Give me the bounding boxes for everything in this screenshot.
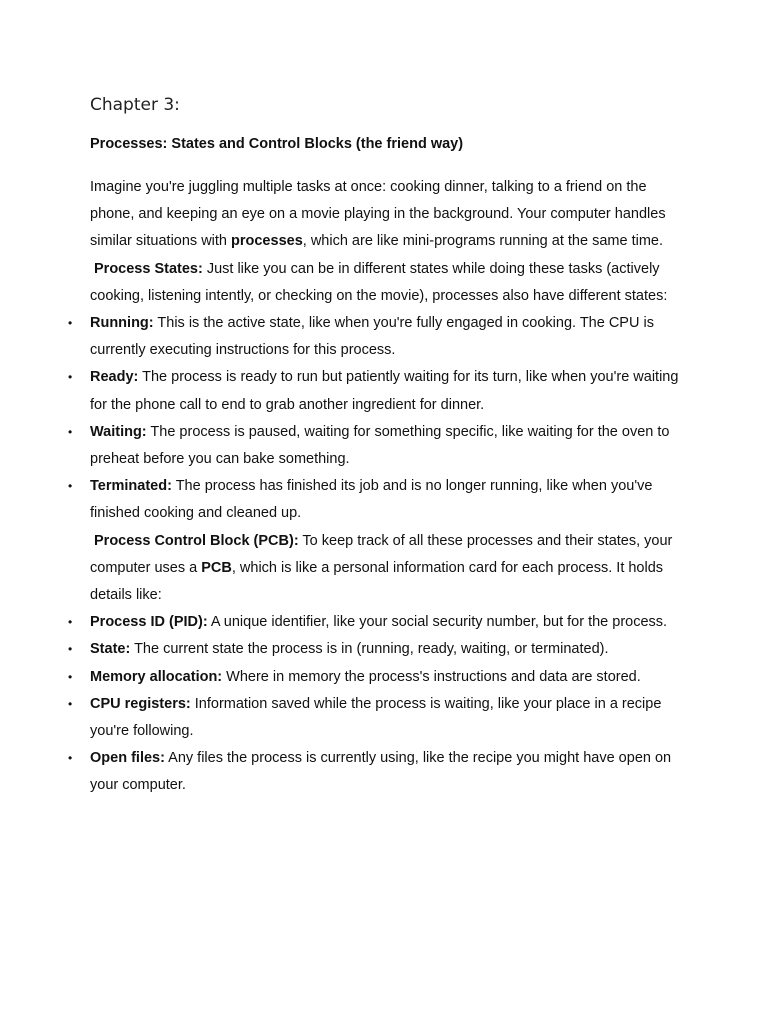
- list-item: [68, 310, 690, 364]
- pcb-intro-text-before: To keep track of all these processes and their states, your computer uses a: [90, 532, 673, 576]
- pcb-details-list: [68, 609, 690, 799]
- list-item-desc: Where in memory the process's instructions and data are stored.: [222, 668, 641, 685]
- section-subtitle: Processes: States and Control Blocks (the friend way): [90, 136, 464, 152]
- list-item: [68, 691, 690, 745]
- list-item: [68, 636, 690, 663]
- intro-text-after: , which are like mini-programs running at the same time.: [302, 233, 663, 250]
- list-item-term: Memory allocation:: [90, 668, 223, 685]
- pcb-intro-paragraph: [90, 528, 690, 610]
- list-item-desc: The current state the process is in (running, ready, waiting, or terminated).: [130, 641, 609, 658]
- intro-paragraph: [90, 174, 690, 256]
- states-intro-text: Just like you can be in different states while doing these tasks (actively cooking, listening intently, or checking on the movie), processes also have different states:: [90, 260, 668, 304]
- list-item-term: Terminated:: [90, 478, 172, 495]
- list-item-term: Open files:: [90, 750, 165, 767]
- chapter-heading: Chapter 3:: [90, 95, 180, 115]
- pcb-intro-bold: Process Control Block (PCB):: [94, 532, 299, 549]
- bullet-icon: •: [68, 615, 73, 630]
- process-states-list: [68, 310, 690, 528]
- list-item-desc: The process is paused, waiting for something specific, like waiting for the oven to preheat before you can bake something.: [90, 423, 670, 468]
- intro-text-before: Imagine you're juggling multiple tasks at once: cooking dinner, talking to a friend on the phone, and keeping an eye on a movie playing in the background. Your computer handles similar situations with: [90, 179, 666, 250]
- list-item-desc: The process is ready to run but patiently waiting for its turn, like when you're waiting for the phone call to end to grab another ingredient for dinner.: [90, 369, 679, 413]
- intro-bold-term: processes: [231, 233, 303, 250]
- list-item: [68, 745, 690, 799]
- bullet-icon: •: [68, 479, 73, 494]
- bullet-icon: •: [68, 696, 73, 711]
- list-item-term: Running:: [90, 315, 154, 332]
- states-intro-paragraph: [90, 256, 690, 310]
- pcb-intro-text-after: , which is like a personal information card for each process. It holds details like:: [90, 559, 664, 604]
- list-item-desc: Any files the process is currently using, like the recipe you might have open on your computer.: [90, 750, 672, 794]
- list-item-desc: A unique identifier, like your social security number, but for the process.: [207, 614, 668, 631]
- bullet-icon: •: [68, 370, 73, 385]
- list-item: [68, 364, 690, 418]
- list-item-term: Ready:: [90, 369, 139, 386]
- list-item: [68, 609, 690, 636]
- list-item-term: Waiting:: [90, 423, 147, 440]
- states-intro-bold: Process States:: [94, 260, 203, 277]
- list-item: [68, 664, 690, 691]
- bullet-icon: •: [68, 669, 73, 684]
- document-body: [68, 174, 690, 800]
- bullet-icon: •: [68, 316, 73, 331]
- list-item-term: Process ID (PID):: [90, 614, 208, 631]
- pcb-intro-bold2: PCB: [201, 559, 232, 576]
- bullet-icon: •: [68, 751, 73, 766]
- list-item-term: CPU registers:: [90, 695, 191, 712]
- list-item-desc: Information saved while the process is waiting, like your place in a recipe you're following.: [90, 695, 662, 740]
- list-item-desc: The process has finished its job and is no longer running, like when you've finished cooking and cleaned up.: [90, 478, 653, 522]
- list-item-term: State:: [90, 641, 131, 658]
- list-item: [68, 473, 690, 527]
- list-item-desc: This is the active state, like when you're fully engaged in cooking. The CPU is currently executing instructions for this process.: [90, 315, 654, 359]
- bullet-icon: •: [68, 424, 73, 439]
- bullet-icon: •: [68, 642, 73, 657]
- list-item: [68, 419, 690, 473]
